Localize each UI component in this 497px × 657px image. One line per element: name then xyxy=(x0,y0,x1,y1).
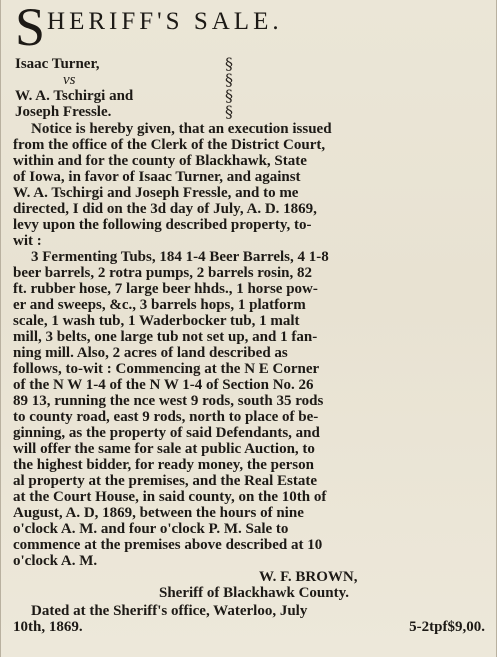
notice-line: al property at the premises, and the Real Estate xyxy=(13,473,317,489)
versus: vs xyxy=(63,72,76,88)
notice-line: scale, 1 wash tub, 1 Waderbocker tub, 1 malt xyxy=(13,313,300,329)
notice-line: at the Court House, in said county, on the 10th of xyxy=(13,489,327,505)
sheriff-name: W. F. BROWN, xyxy=(259,569,358,585)
notice-line: will offer the same for sale at public Auction, to xyxy=(13,441,315,457)
notice-body xyxy=(13,121,485,569)
notice-line: o'clock A. M. xyxy=(13,553,98,569)
defendant-2: Joseph Fressle. xyxy=(15,104,112,120)
notice-line: er and sweeps, &c., 3 barrels hops, 1 platform xyxy=(13,297,306,313)
notice-line: 89 13, running the nce west 9 rods, south 35 rods xyxy=(13,393,324,409)
notice-line: ning mill. Also, 2 acres of land described as xyxy=(13,345,288,361)
notice-line: Notice is hereby given, that an execution issued xyxy=(31,121,332,137)
sheriff-office: Sheriff of Blackhawk County. xyxy=(159,585,350,601)
notice-line: commence at the premises above described at 10 xyxy=(13,537,323,553)
title-text: HERIFF'S SALE. xyxy=(47,8,283,35)
title-initial: S xyxy=(15,0,46,57)
dated-line xyxy=(13,603,485,635)
signature-block xyxy=(13,569,485,601)
notice-line: within and for the county of Blackhawk, State xyxy=(13,153,307,169)
notice-line: follows, to-wit : Commencing at the N E Corner xyxy=(13,361,320,377)
notice-line: from the office of the Clerk of the District Court, xyxy=(13,137,326,153)
defendant-1: W. A. Tschirgi and xyxy=(15,88,134,104)
notice-line: ft. rubber hose, 7 large beer hhds., 1 horse pow- xyxy=(13,281,318,297)
notice-line: W. A. Tschirgi and Joseph Fressle, and to me xyxy=(13,185,299,201)
case-caption xyxy=(15,56,235,120)
notice-line: 3 Fermenting Tubs, 184 1-4 Beer Barrels, 4 1-8 xyxy=(31,249,329,265)
dated-place: Dated at the Sheriff's office, Waterloo, July xyxy=(31,603,308,619)
notice-line: to county road, east 9 rods, north to place of be- xyxy=(13,409,319,425)
notice-line: wit : xyxy=(13,233,42,249)
notice-line: ginning, as the property of said Defendants, and xyxy=(13,425,320,441)
notice-line: the highest bidder, for ready money, the person xyxy=(13,457,314,473)
ad-code: 5-2tpf$9,00. xyxy=(409,619,485,635)
caption-brace-icon: § § § § xyxy=(225,54,233,121)
notice-title xyxy=(15,0,283,57)
notice-line: levy upon the following described property, to- xyxy=(13,217,312,233)
notice-line: of the N W 1-4 of the N W 1-4 of Section No. 26 xyxy=(13,377,314,393)
dated-footer xyxy=(13,619,485,635)
notice-line: of Iowa, in favor of Isaac Turner, and against xyxy=(13,169,301,185)
notice-line: August, A. D, 1869, between the hours of nine xyxy=(13,505,304,521)
notice-line: directed, I did on the 3d day of July, A. D. 1869, xyxy=(13,201,317,217)
notice-line: o'clock A. M. and four o'clock P. M. Sale to xyxy=(13,521,289,537)
notice-line: mill, 3 belts, one large tub not set up, and 1 fan- xyxy=(13,329,318,345)
plaintiff: Isaac Turner, xyxy=(15,56,100,72)
dated-date: 10th, 1869. xyxy=(13,619,83,635)
notice-line: beer barrels, 2 rotra pumps, 2 barrels rosin, 82 xyxy=(13,265,313,281)
